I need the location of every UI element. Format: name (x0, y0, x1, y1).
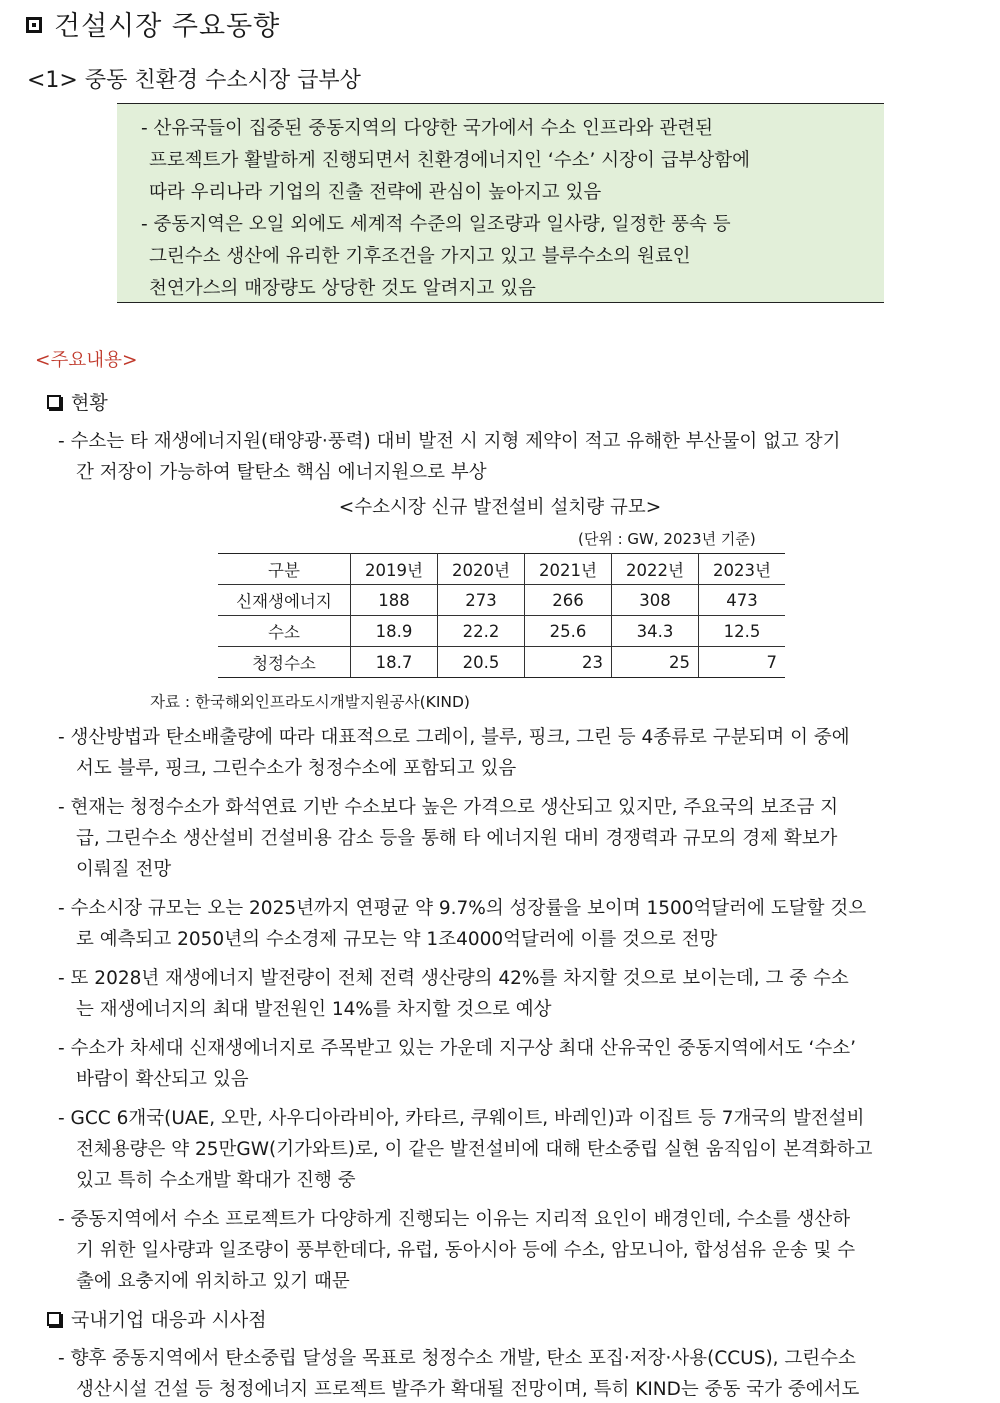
paragraph-line: - 중동지역에서 수소 프로젝트가 다양하게 진행되는 이유는 지리적 요인이 배경인데, 수소를 생산하 (58, 1209, 851, 1230)
table-caption: <수소시장 신규 발전설비 설치량 규모> (338, 497, 662, 518)
table-cell: 25 (612, 647, 699, 678)
paragraph-line: - 수소는 타 재생에너지원(태양광·풍력) 대비 발전 시 지형 제약이 적고 유해한 부산물이 없고 장기 (58, 431, 841, 452)
paragraph-line: 바람이 확산되고 있음 (76, 1069, 249, 1090)
square-bullet-icon (26, 17, 42, 33)
table-header-cell: 구분 (218, 554, 351, 585)
table-source: 자료 : 한국해외인프라도시개발지원공사(KIND) (150, 693, 470, 711)
table-cell: 473 (699, 585, 786, 616)
paragraph-line: 있고 특히 수소개발 확대가 진행 중 (76, 1170, 356, 1191)
table-cell: 18.9 (351, 616, 438, 647)
table-header-row (218, 554, 785, 585)
checkbox-bullet-icon (47, 395, 61, 409)
table-header-cell: 2023년 (699, 554, 786, 585)
table-cell: 34.3 (612, 616, 699, 647)
paragraph-line: 전체용량은 약 25만GW(기가와트)로, 이 같은 발전설비에 대해 탄소중립 실현 움직임이 본격화하고 (76, 1139, 873, 1160)
summary-line: - 산유국들이 집중된 중동지역의 다양한 국가에서 수소 인프라와 관련된 (141, 118, 713, 139)
main-content-heading: <주요내용> (35, 350, 138, 371)
table-cell: 18.7 (351, 647, 438, 678)
table-header-cell: 2021년 (525, 554, 612, 585)
paragraph-line: 이뤄질 전망 (76, 859, 172, 880)
section-heading-response (47, 1305, 267, 1332)
summary-line: 그린수소 생산에 유리한 기후조건을 가지고 있고 블루수소의 원료인 (149, 246, 691, 267)
article-subtitle: <1> 중동 친환경 수소시장 급부상 (27, 68, 361, 93)
table-cell: 12.5 (699, 616, 786, 647)
paragraph-line: 기 위한 일사량과 일조량이 풍부한데다, 유럽, 동아시아 등에 수소, 암모니아, 합성섬유 운송 및 수 (76, 1240, 856, 1261)
table-cell: 청정수소 (218, 647, 351, 678)
paragraph-line: - 향후 중동지역에서 탄소중립 달성을 목표로 청정수소 개발, 탄소 포집·저장·사용(CCUS), 그린수소 (58, 1348, 856, 1369)
section-heading-text: 국내기업 대응과 시사점 (71, 1309, 267, 1331)
section-heading-status (47, 388, 108, 415)
summary-line: 따라 우리나라 기업의 진출 전략에 관심이 높아지고 있음 (149, 182, 602, 203)
paragraph-line: 서도 블루, 핑크, 그린수소가 청정수소에 포함되고 있음 (76, 758, 517, 779)
paragraph-line: - 현재는 청정수소가 화석연료 기반 수소보다 높은 가격으로 생산되고 있지만, 주요국의 보조금 지 (58, 797, 839, 818)
table-cell: 188 (351, 585, 438, 616)
table-cell: 266 (525, 585, 612, 616)
table-cell: 308 (612, 585, 699, 616)
paragraph-line: - GCC 6개국(UAE, 오만, 사우디아라비아, 카타르, 쿠웨이트, 바레인)과 이집트 등 7개국의 발전설비 (58, 1108, 865, 1129)
summary-line: 프로젝트가 활발하게 진행되면서 친환경에너지인 ‘수소’ 시장이 급부상함에 (149, 150, 751, 171)
table-cell: 273 (438, 585, 525, 616)
paragraph-line: 급, 그린수소 생산설비 건설비용 감소 등을 통해 타 에너지원 대비 경쟁력과 규모의 경제 확보가 (76, 828, 838, 849)
paragraph-line: 로 예측되고 2050년의 수소경제 규모는 약 1조4000억달러에 이를 것으로 전망 (76, 929, 718, 950)
page-title (26, 4, 280, 43)
paragraph-line: 출에 요충지에 위치하고 있기 때문 (76, 1271, 350, 1292)
table-header-cell: 2020년 (438, 554, 525, 585)
table-header-cell: 2022년 (612, 554, 699, 585)
table-cell: 23 (525, 647, 612, 678)
paragraph-line: 는 재생에너지의 최대 발전원인 14%를 차지할 것으로 예상 (76, 999, 552, 1020)
paragraph-line: 생산시설 건설 등 청정에너지 프로젝트 발주가 확대될 전망이며, 특히 KIND는 중동 국가 중에서도 (76, 1379, 860, 1400)
paragraph-line: - 수소가 차세대 신재생에너지로 주목받고 있는 가운데 지구상 최대 산유국인 중동지역에서도 ‘수소’ (58, 1038, 856, 1059)
table-row (218, 616, 785, 647)
paragraph-line: 간 저장이 가능하여 탈탄소 핵심 에너지원으로 부상 (76, 462, 487, 483)
summary-line: - 중동지역은 오일 외에도 세계적 수준의 일조량과 일사량, 일정한 풍속 등 (141, 214, 731, 235)
paragraph-line: - 생산방법과 탄소배출량에 따라 대표적으로 그레이, 블루, 핑크, 그린 등 4종류로 구분되며 이 중에 (58, 727, 850, 748)
page-title-text: 건설시장 주요동향 (54, 11, 281, 42)
table-unit: (단위 : GW, 2023년 기준) (578, 530, 756, 548)
table-cell: 7 (699, 647, 786, 678)
paragraph-line: - 수소시장 규모는 오는 2025년까지 연평균 약 9.7%의 성장률을 보이며 1500억달러에 도달할 것으 (58, 898, 867, 919)
table-cell: 수소 (218, 616, 351, 647)
summary-line: 천연가스의 매장량도 상당한 것도 알려지고 있음 (149, 278, 536, 299)
data-table (218, 553, 785, 678)
table-cell: 22.2 (438, 616, 525, 647)
table-header-cell: 2019년 (351, 554, 438, 585)
table-row (218, 585, 785, 616)
section-heading-text: 현황 (71, 392, 108, 414)
checkbox-bullet-icon (47, 1312, 61, 1326)
paragraph-line: - 또 2028년 재생에너지 발전량이 전체 전력 생산량의 42%를 차지할 것으로 보이는데, 그 중 수소 (58, 968, 849, 989)
table-cell: 25.6 (525, 616, 612, 647)
table-cell: 20.5 (438, 647, 525, 678)
table-cell: 신재생에너지 (218, 585, 351, 616)
summary-box (117, 103, 884, 303)
table-row (218, 647, 785, 678)
